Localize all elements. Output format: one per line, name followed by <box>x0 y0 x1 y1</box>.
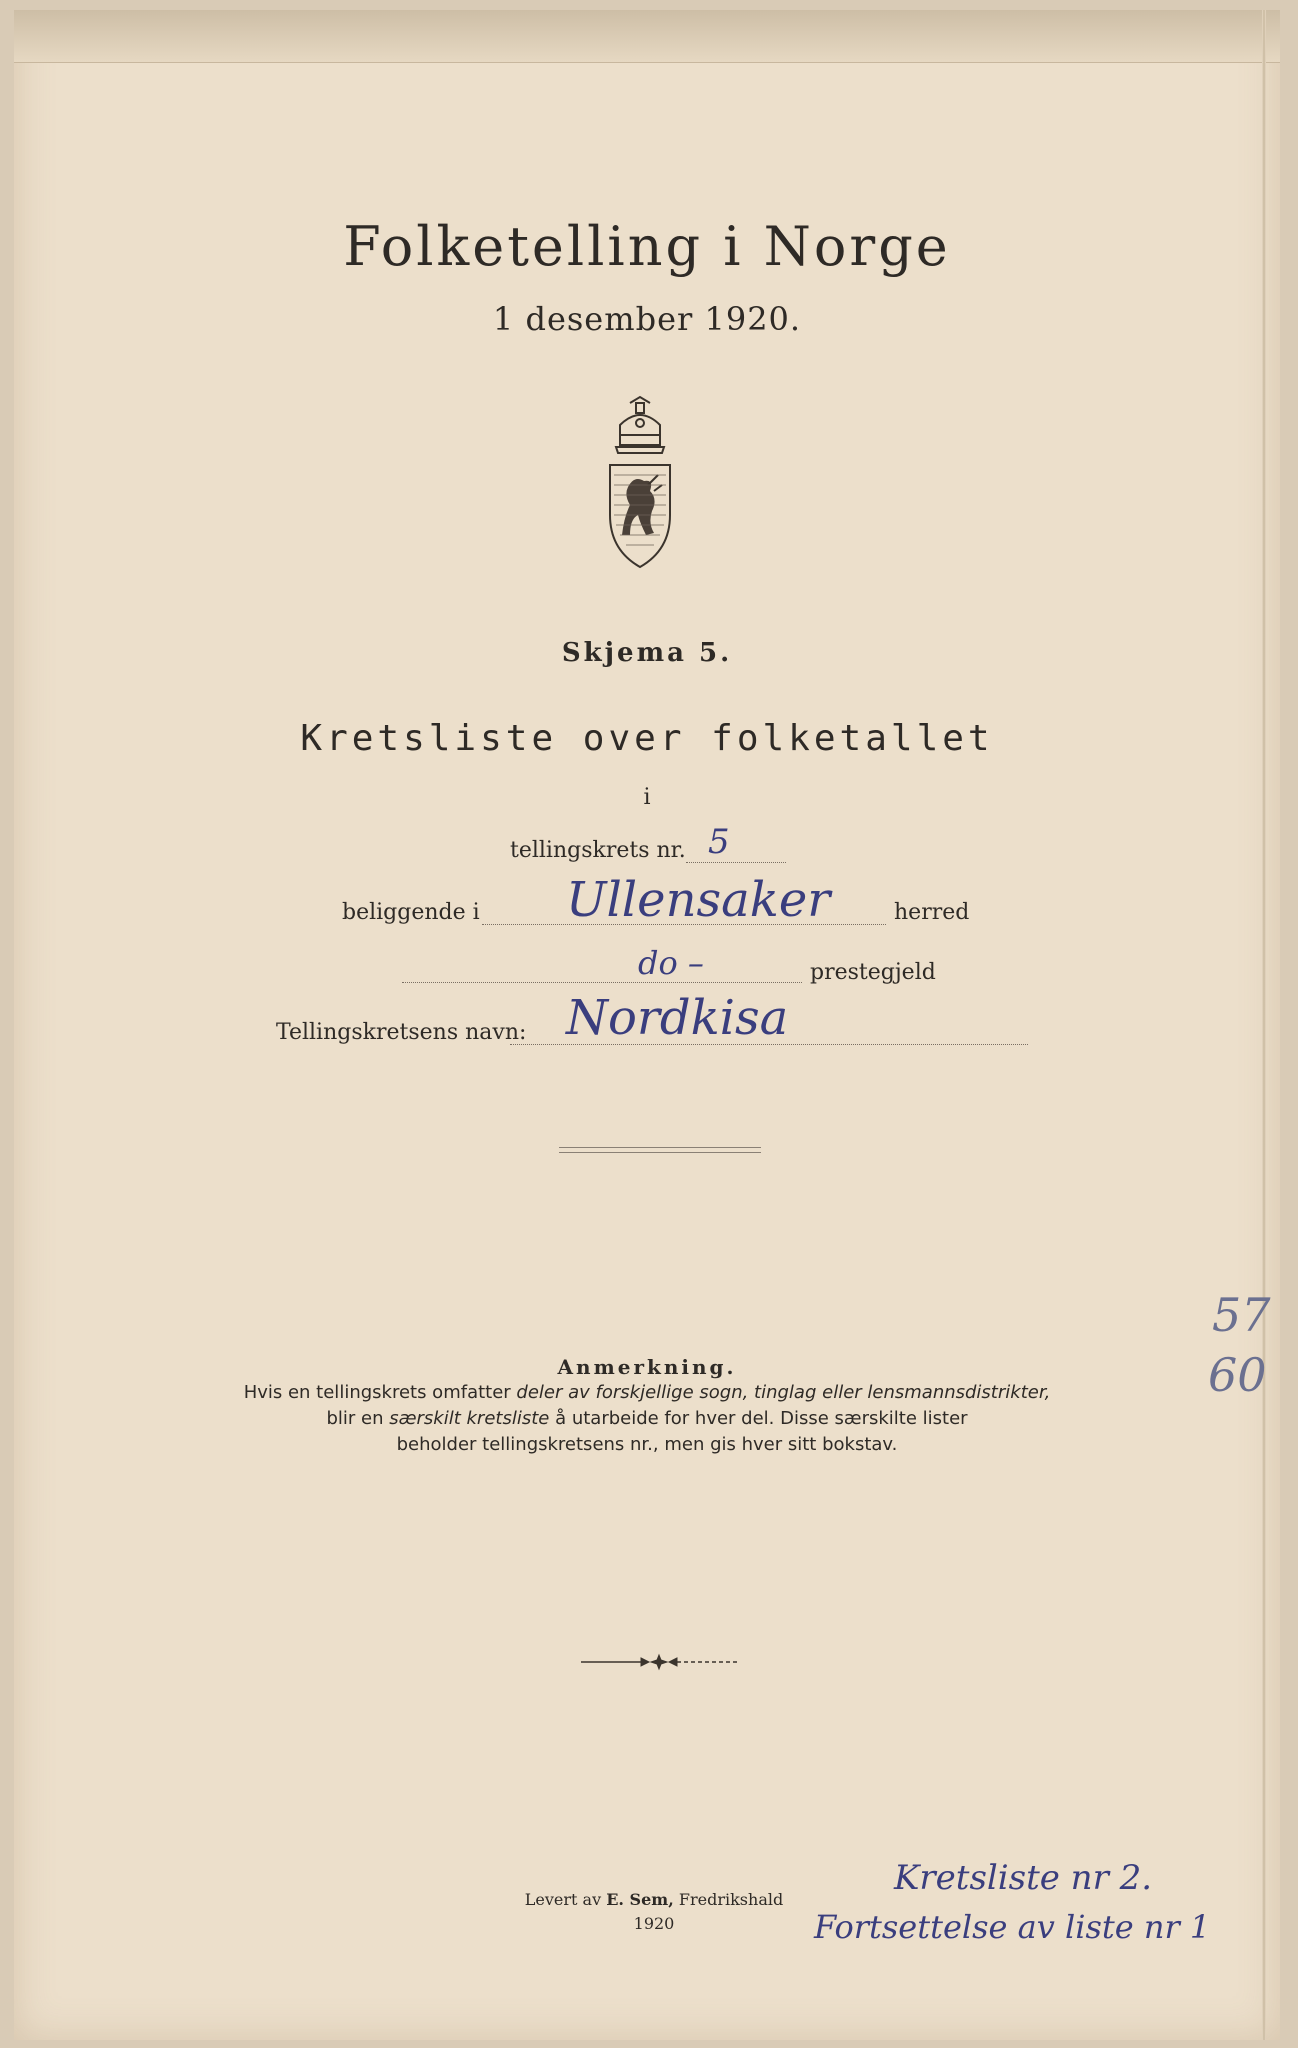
connector-word: i <box>643 785 651 810</box>
printer-place: Fredrikshald <box>673 1890 784 1909</box>
printer-imprint <box>494 1888 814 1936</box>
krets-value: 5 <box>708 822 730 862</box>
ornament-icon <box>579 1652 739 1672</box>
coat-of-arms-icon <box>604 395 676 570</box>
divider-line <box>559 1147 761 1148</box>
note-line-3: beholder tellingskretsens nr., men gis hver sitt bokstav. <box>396 1434 898 1455</box>
printer-prefix: Levert av <box>524 1890 607 1909</box>
prestegjeld-value: do – <box>638 944 704 982</box>
note-text: blir en <box>326 1408 390 1429</box>
herred-value: Ullensaker <box>566 872 831 928</box>
note-line-2 <box>14 1408 1280 1429</box>
prestegjeld-label: prestegjeld <box>810 960 936 985</box>
note-emphasis: særskilt kretsliste <box>389 1408 550 1429</box>
note-line-1 <box>14 1382 1280 1403</box>
note-text: å utarbeide for hver del. Disse særskilte lister <box>549 1408 968 1429</box>
prestegjeld-dotted-line <box>402 982 802 983</box>
form-subtitle: Kretsliste over folketallet <box>300 718 994 759</box>
form-date: 1 desember 1920. <box>492 300 802 338</box>
census-form-page <box>14 10 1280 2040</box>
navn-label: Tellingskretsens navn: <box>276 1020 527 1045</box>
note-heading: Anmerkning. <box>557 1355 737 1379</box>
form-title: Folketelling i Norge <box>343 215 951 278</box>
printer-name: E. Sem, <box>606 1890 674 1909</box>
note-emphasis: deler av forskjellige sogn, tinglag eller lensmannsdistrikter, <box>516 1382 1051 1403</box>
printer-year: 1920 <box>633 1914 675 1933</box>
note-text: Hvis en tellingskrets omfatter <box>243 1382 517 1403</box>
herred-label: herred <box>894 900 970 925</box>
divider-line <box>559 1152 761 1153</box>
schema-number: Skjema 5. <box>561 638 733 668</box>
beliggende-label: beliggende i <box>342 900 480 925</box>
navn-value: Nordkisa <box>566 990 789 1046</box>
margin-number-bottom: 60 <box>1208 1348 1267 1402</box>
handwritten-footer-line-2: Fortsettelse av liste nr 1 <box>814 1908 1211 1946</box>
margin-number-top: 57 <box>1212 1288 1271 1342</box>
handwritten-footer-line-1: Kretsliste nr 2. <box>894 1858 1153 1898</box>
krets-dotted-line <box>686 862 786 863</box>
page-top-edge <box>14 10 1280 63</box>
krets-label: tellingskrets nr. <box>510 838 686 863</box>
